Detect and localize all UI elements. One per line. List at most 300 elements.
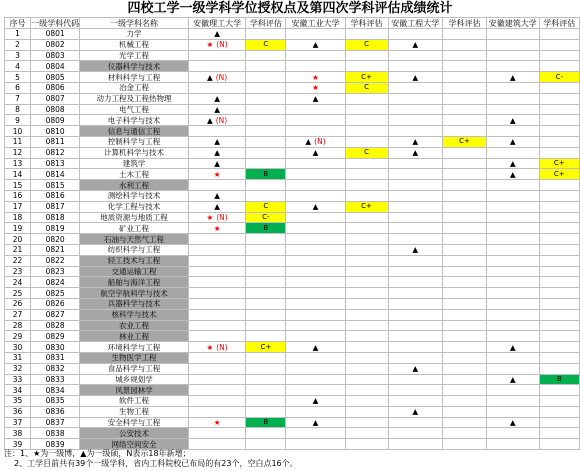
table-row	[5, 320, 580, 331]
doctoral-star-icon: ★	[206, 212, 214, 222]
row-number: 14	[5, 169, 31, 180]
header-cell: 安徽工业大学	[286, 18, 345, 29]
doctoral-star-icon: ★	[206, 40, 214, 50]
evaluation-grade	[539, 396, 579, 407]
discipline-name: 控制科学与工程	[80, 136, 189, 147]
evaluation-grade	[443, 82, 487, 93]
authorization-mark	[286, 180, 345, 191]
row-number: 5	[5, 72, 31, 83]
row-number: 22	[5, 255, 31, 266]
discipline-name: 核科学与技术	[80, 309, 189, 320]
evaluation-grade	[539, 158, 579, 169]
evaluation-grade	[539, 93, 579, 104]
authorization-mark	[286, 309, 345, 320]
evaluation-grade	[246, 298, 286, 309]
evaluation-grade	[443, 331, 487, 342]
evaluation-grade	[539, 50, 579, 61]
evaluation-grade	[246, 158, 286, 169]
row-number: 29	[5, 331, 31, 342]
discipline-code: 0829	[31, 331, 80, 342]
evaluation-grade	[345, 244, 388, 255]
evaluation-grade	[443, 277, 487, 288]
evaluation-grade	[443, 169, 487, 180]
table-row	[5, 147, 580, 158]
evaluation-grade	[345, 50, 388, 61]
discipline-name: 建筑学	[80, 158, 189, 169]
evaluation-grade	[246, 331, 286, 342]
discipline-name: 林业工程	[80, 331, 189, 342]
discipline-name: 力学	[80, 29, 189, 40]
authorization-mark	[486, 234, 539, 245]
authorization-mark	[388, 136, 442, 147]
row-number: 24	[5, 277, 31, 288]
authorization-mark	[286, 255, 345, 266]
authorization-mark	[188, 50, 245, 61]
evaluation-grade	[246, 374, 286, 385]
evaluation-grade	[246, 147, 286, 158]
discipline-name: 软件工程	[80, 396, 189, 407]
discipline-name: 动力工程及工程热物理	[80, 93, 189, 104]
header-cell: 学科评估	[539, 18, 579, 29]
evaluation-grade	[345, 320, 388, 331]
evaluation-grade	[539, 190, 579, 201]
header-cell: 学科评估	[246, 18, 286, 29]
grade-text: C	[364, 148, 369, 157]
discipline-code: 0823	[31, 266, 80, 277]
discipline-name: 光学工程	[80, 50, 189, 61]
evaluation-grade	[345, 298, 388, 309]
discipline-name: 水利工程	[80, 180, 189, 191]
authorization-mark	[486, 396, 539, 407]
authorization-mark	[286, 50, 345, 61]
evaluation-grade	[539, 169, 579, 180]
evaluation-grade	[246, 428, 286, 439]
discipline-code: 0815	[31, 180, 80, 191]
master-triangle-icon: ▲	[509, 158, 516, 168]
evaluation-grade	[345, 201, 388, 212]
grade-text: C-	[555, 72, 564, 81]
row-number: 30	[5, 342, 31, 353]
authorization-mark	[286, 396, 345, 407]
master-triangle-icon: ▲	[214, 148, 220, 158]
row-number: 20	[5, 234, 31, 245]
authorization-mark	[388, 396, 442, 407]
grade-text: C+	[361, 202, 372, 211]
header-row	[5, 18, 580, 29]
master-triangle-icon: ▲	[412, 40, 419, 50]
authorization-mark	[188, 72, 245, 83]
authorization-mark	[486, 72, 539, 83]
row-number: 33	[5, 374, 31, 385]
authorization-mark	[286, 406, 345, 417]
discipline-code: 0832	[31, 363, 80, 374]
page-title: 四校工学一级学科学位授权点及第四次学科评估成绩统计	[127, 1, 453, 16]
authorization-mark	[486, 363, 539, 374]
row-number: 37	[5, 417, 31, 428]
evaluation-grade	[443, 428, 487, 439]
header-cell: 一级学科名称	[80, 18, 189, 29]
header-cell: 安徽建筑大学	[486, 18, 539, 29]
authorization-mark	[486, 50, 539, 61]
evaluation-grade	[345, 169, 388, 180]
discipline-name: 材料科学与工程	[80, 72, 189, 83]
master-triangle-icon: ▲	[214, 137, 220, 147]
evaluation-grade	[246, 201, 286, 212]
authorization-mark	[486, 309, 539, 320]
authorization-mark	[388, 417, 442, 428]
authorization-mark	[388, 277, 442, 288]
discipline-code: 0821	[31, 244, 80, 255]
grade-text: B	[263, 418, 269, 427]
evaluation-grade	[246, 342, 286, 353]
authorization-mark	[388, 158, 442, 169]
discipline-name: 风景园林学	[80, 385, 189, 396]
evaluation-grade	[443, 126, 487, 137]
authorization-mark	[388, 288, 442, 299]
discipline-name: 网络空间安全	[80, 439, 189, 450]
master-triangle-icon: ▲	[312, 148, 319, 158]
authorization-mark	[486, 212, 539, 223]
discipline-name: 测绘科学与技术	[80, 190, 189, 201]
authorization-mark	[286, 439, 345, 450]
evaluation-grade	[539, 234, 579, 245]
evaluation-grade	[539, 331, 579, 342]
evaluation-grade	[443, 406, 487, 417]
evaluation-grade	[539, 266, 579, 277]
authorization-mark	[486, 255, 539, 266]
table-row	[5, 115, 580, 126]
new-2018-marker: (N)	[216, 212, 228, 222]
row-number: 21	[5, 244, 31, 255]
authorization-mark	[286, 39, 345, 50]
evaluation-grade	[539, 363, 579, 374]
authorization-mark	[486, 428, 539, 439]
authorization-mark	[188, 61, 245, 72]
master-triangle-icon: ▲	[214, 104, 220, 114]
table-row	[5, 50, 580, 61]
table-row	[5, 244, 580, 255]
table-row	[5, 39, 580, 50]
evaluation-grade	[345, 363, 388, 374]
evaluation-grade	[539, 342, 579, 353]
authorization-mark	[188, 439, 245, 450]
discipline-code: 0834	[31, 385, 80, 396]
authorization-mark	[486, 201, 539, 212]
evaluation-grade	[443, 93, 487, 104]
authorization-mark	[388, 50, 442, 61]
table-row	[5, 61, 580, 72]
discipline-code: 0803	[31, 50, 80, 61]
discipline-code: 0827	[31, 309, 80, 320]
table-row	[5, 342, 580, 353]
evaluation-grade	[246, 29, 286, 40]
discipline-code: 0812	[31, 147, 80, 158]
authorization-mark	[286, 417, 345, 428]
master-triangle-icon: ▲	[509, 374, 516, 384]
evaluation-grade	[246, 396, 286, 407]
table-row	[5, 169, 580, 180]
authorization-mark	[188, 266, 245, 277]
authorization-mark	[388, 147, 442, 158]
authorization-mark	[286, 147, 345, 158]
authorization-mark	[188, 298, 245, 309]
authorization-mark	[286, 158, 345, 169]
discipline-code: 0804	[31, 61, 80, 72]
discipline-code: 0818	[31, 212, 80, 223]
row-number: 36	[5, 406, 31, 417]
evaluation-grade	[345, 331, 388, 342]
evaluation-grade	[345, 212, 388, 223]
evaluation-grade	[443, 298, 487, 309]
header-cell: 安徽理工大学	[188, 18, 245, 29]
discipline-name: 航空宇航科学与技术	[80, 288, 189, 299]
doctoral-star-icon: ★	[213, 418, 221, 428]
discipline-code: 0830	[31, 342, 80, 353]
authorization-mark	[388, 72, 442, 83]
evaluation-grade	[443, 439, 487, 450]
discipline-code: 0837	[31, 417, 80, 428]
master-triangle-icon: ▲	[214, 191, 220, 201]
evaluation-grade	[345, 104, 388, 115]
evaluation-grade	[246, 439, 286, 450]
master-triangle-icon: ▲	[412, 407, 419, 417]
evaluation-grade	[246, 93, 286, 104]
discipline-name: 轻工技术与工程	[80, 255, 189, 266]
authorization-mark	[188, 180, 245, 191]
evaluation-grade	[345, 439, 388, 450]
evaluation-grade	[345, 234, 388, 245]
master-triangle-icon: ▲	[412, 364, 419, 374]
authorization-mark	[388, 298, 442, 309]
table-row	[5, 29, 580, 40]
new-2018-marker: (N)	[314, 137, 326, 147]
authorization-mark	[286, 428, 345, 439]
authorization-mark	[286, 342, 345, 353]
doctoral-star-icon: ★	[312, 83, 319, 93]
authorization-mark	[188, 169, 245, 180]
authorization-mark	[286, 104, 345, 115]
discipline-code: 0819	[31, 223, 80, 234]
evaluation-grade	[246, 288, 286, 299]
footnote-1: 注：1、★为一级博，▲为一级硕，N表示18年新增；	[4, 449, 191, 458]
discipline-name: 冶金工程	[80, 82, 189, 93]
master-triangle-icon: ▲	[412, 137, 419, 147]
grade-text: C+	[459, 137, 470, 146]
authorization-mark	[188, 288, 245, 299]
discipline-code: 0801	[31, 29, 80, 40]
discipline-name: 交通运输工程	[80, 266, 189, 277]
authorization-mark	[388, 190, 442, 201]
discipline-name: 安全科学与工程	[80, 417, 189, 428]
new-2018-marker: (N)	[215, 72, 228, 82]
evaluation-grade	[443, 288, 487, 299]
row-number: 6	[5, 82, 31, 93]
discipline-name: 化学工程与技术	[80, 201, 189, 212]
authorization-mark	[388, 342, 442, 353]
evaluation-grade	[345, 29, 388, 40]
authorization-mark	[388, 352, 442, 363]
evaluation-grade	[539, 439, 579, 450]
row-number: 13	[5, 158, 31, 169]
authorization-mark	[286, 277, 345, 288]
table-row	[5, 288, 580, 299]
evaluation-grade	[345, 352, 388, 363]
master-triangle-icon: ▲	[214, 94, 220, 104]
authorization-mark	[286, 201, 345, 212]
authorization-mark	[188, 190, 245, 201]
authorization-mark	[188, 223, 245, 234]
table-body	[5, 18, 580, 450]
discipline-name: 信息与通信工程	[80, 126, 189, 137]
row-number: 1	[5, 29, 31, 40]
discipline-code: 0808	[31, 104, 80, 115]
evaluation-grade	[443, 255, 487, 266]
evaluation-grade	[443, 320, 487, 331]
authorization-mark	[486, 29, 539, 40]
discipline-code: 0809	[31, 115, 80, 126]
grade-text: C+	[553, 169, 565, 178]
row-number: 26	[5, 298, 31, 309]
evaluation-grade	[443, 417, 487, 428]
evaluation-grade	[443, 136, 487, 147]
authorization-mark	[486, 417, 539, 428]
evaluation-grade	[345, 136, 388, 147]
evaluation-grade	[246, 277, 286, 288]
evaluation-grade	[345, 190, 388, 201]
authorization-mark	[388, 223, 442, 234]
authorization-mark	[188, 428, 245, 439]
master-triangle-icon: ▲	[412, 72, 419, 82]
master-triangle-icon: ▲	[214, 158, 220, 168]
authorization-mark	[188, 82, 245, 93]
row-number: 39	[5, 439, 31, 450]
authorization-mark	[388, 39, 442, 50]
authorization-mark	[486, 342, 539, 353]
authorization-mark	[286, 266, 345, 277]
authorization-mark	[486, 82, 539, 93]
authorization-mark	[286, 234, 345, 245]
doctoral-star-icon: ★	[312, 72, 319, 82]
evaluation-grade	[443, 342, 487, 353]
discipline-name: 农业工程	[80, 320, 189, 331]
row-number: 32	[5, 363, 31, 374]
evaluation-grade	[246, 352, 286, 363]
evaluation-grade	[246, 363, 286, 374]
evaluation-grade	[246, 82, 286, 93]
authorization-mark	[486, 126, 539, 137]
discipline-code: 0811	[31, 136, 80, 147]
master-triangle-icon: ▲	[312, 94, 319, 104]
discipline-code: 0833	[31, 374, 80, 385]
master-triangle-icon: ▲	[214, 29, 220, 39]
evaluation-grade	[246, 266, 286, 277]
evaluation-grade	[443, 147, 487, 158]
new-2018-marker: (N)	[215, 115, 228, 125]
evaluation-grade	[539, 223, 579, 234]
authorization-mark	[286, 352, 345, 363]
discipline-code: 0802	[31, 39, 80, 50]
table-row	[5, 126, 580, 137]
authorization-mark	[286, 331, 345, 342]
evaluation-grade	[345, 126, 388, 137]
discipline-code: 0817	[31, 201, 80, 212]
grade-text: B	[263, 223, 269, 232]
row-number: 3	[5, 50, 31, 61]
evaluation-grade	[539, 201, 579, 212]
evaluation-grade	[443, 50, 487, 61]
header-cell: 学科评估	[443, 18, 487, 29]
evaluation-grade	[443, 309, 487, 320]
row-number: 38	[5, 428, 31, 439]
doctoral-star-icon: ★	[213, 223, 221, 233]
discipline-code: 0805	[31, 72, 80, 83]
row-number: 16	[5, 190, 31, 201]
table-row	[5, 93, 580, 104]
authorization-mark	[388, 82, 442, 93]
authorization-mark	[286, 244, 345, 255]
authorization-mark	[286, 212, 345, 223]
evaluation-grade	[539, 428, 579, 439]
authorization-mark	[486, 104, 539, 115]
evaluation-grade	[345, 255, 388, 266]
table-row	[5, 385, 580, 396]
doctoral-star-icon: ★	[206, 342, 214, 352]
evaluation-grade	[443, 39, 487, 50]
discipline-code: 0807	[31, 93, 80, 104]
evaluation-grade	[345, 158, 388, 169]
table-row	[5, 331, 580, 342]
authorization-mark	[388, 244, 442, 255]
authorization-mark	[486, 61, 539, 72]
authorization-mark	[286, 61, 345, 72]
evaluation-grade	[443, 190, 487, 201]
authorization-mark	[486, 93, 539, 104]
table-row	[5, 374, 580, 385]
master-triangle-icon: ▲	[509, 115, 516, 125]
authorization-mark	[188, 39, 245, 50]
grade-text: C+	[553, 158, 565, 167]
table-row	[5, 277, 580, 288]
authorization-mark	[388, 406, 442, 417]
row-number: 11	[5, 136, 31, 147]
authorization-mark	[188, 396, 245, 407]
grade-text: C	[364, 40, 369, 49]
authorization-mark	[486, 158, 539, 169]
row-number: 2	[5, 39, 31, 50]
evaluation-grade	[539, 244, 579, 255]
authorization-mark	[188, 158, 245, 169]
evaluation-grade	[443, 234, 487, 245]
row-number: 25	[5, 288, 31, 299]
evaluation-grade	[539, 115, 579, 126]
grade-text: C	[263, 202, 269, 211]
evaluation-grade	[539, 180, 579, 191]
authorization-mark	[486, 406, 539, 417]
row-number: 15	[5, 180, 31, 191]
master-triangle-icon: ▲	[214, 202, 220, 212]
discipline-code: 0810	[31, 126, 80, 137]
authorization-mark	[486, 39, 539, 50]
master-triangle-icon: ▲	[412, 148, 419, 158]
evaluation-grade	[443, 180, 487, 191]
discipline-code: 0824	[31, 277, 80, 288]
evaluation-grade	[539, 212, 579, 223]
authorization-mark	[188, 115, 245, 126]
table-row	[5, 352, 580, 363]
evaluation-grade	[443, 61, 487, 72]
new-2018-marker: (N)	[216, 40, 228, 50]
evaluation-grade	[246, 212, 286, 223]
